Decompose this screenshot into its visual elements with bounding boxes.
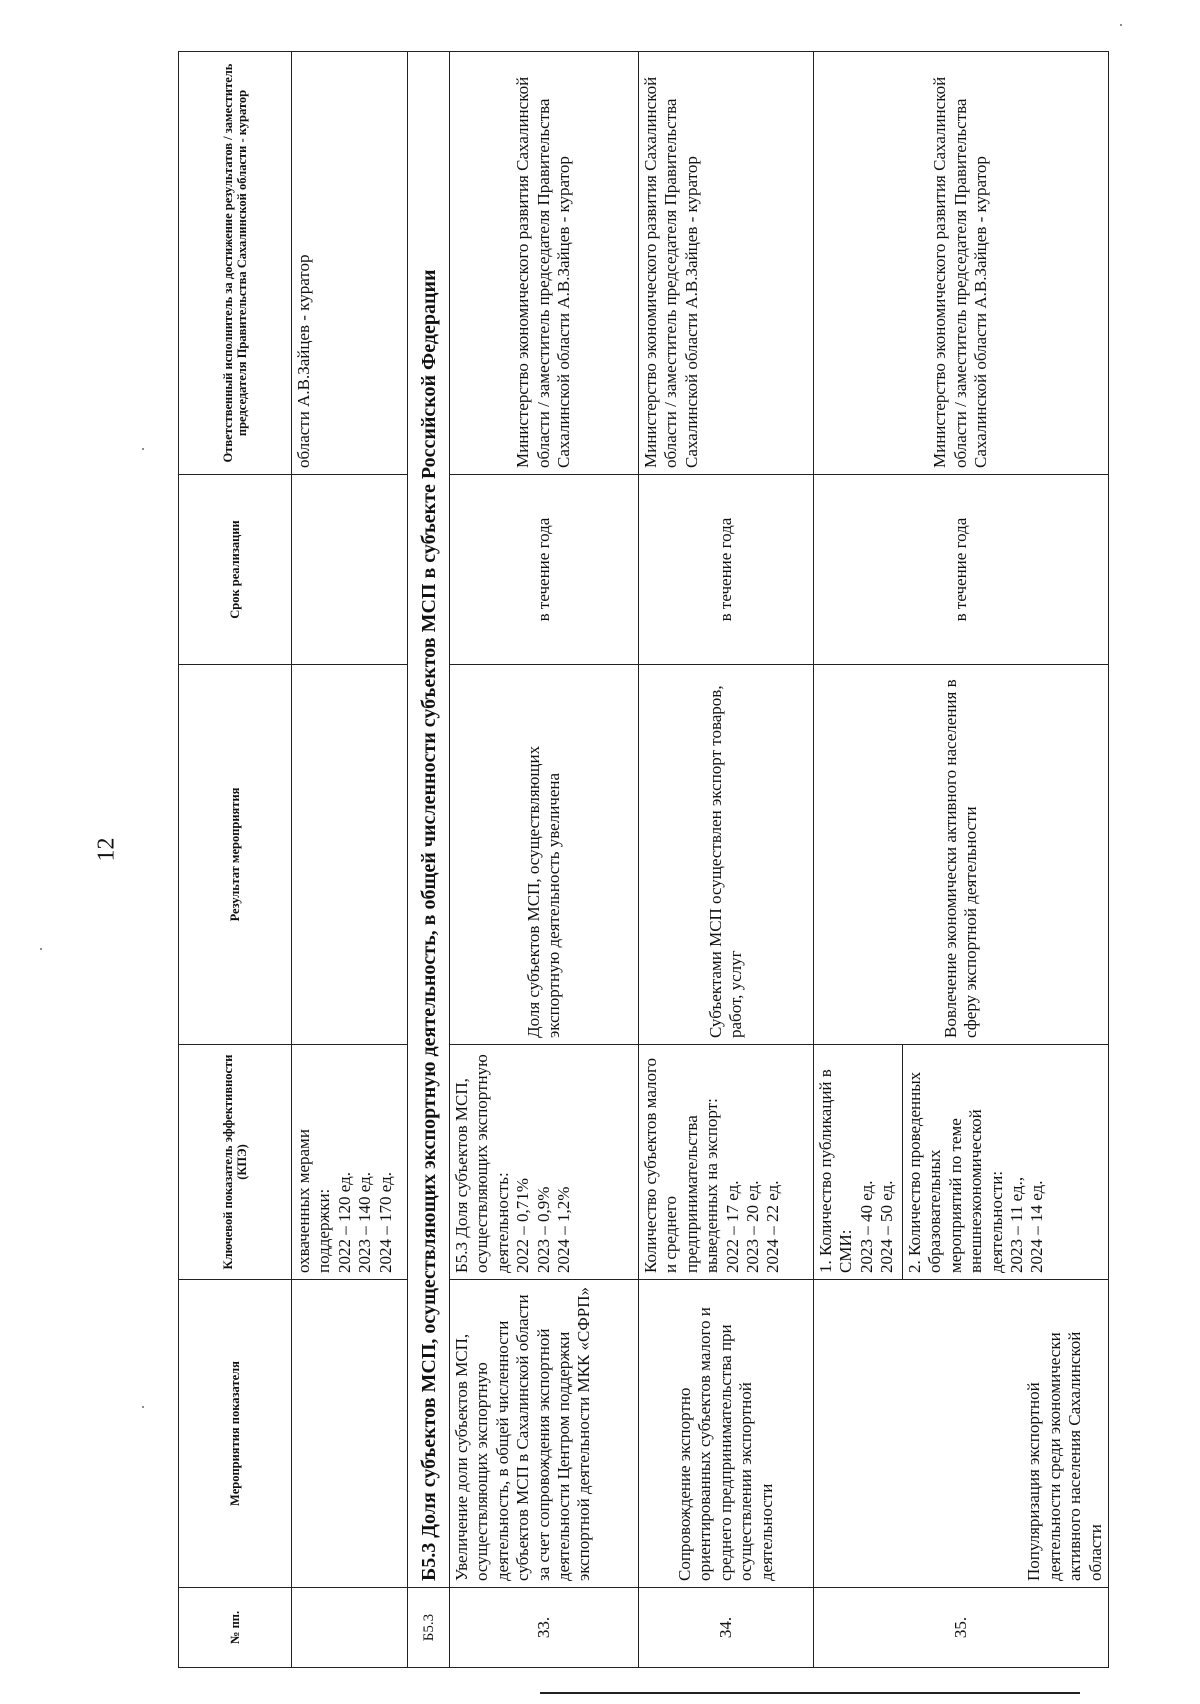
measures-table: [178, 51, 1109, 1668]
row-num: 33.: [450, 1588, 639, 1668]
header-kpi: Ключевой показатель эффективности (КПЭ): [179, 1045, 292, 1280]
row-responsible: Министерство экономического развития Сахалинской области / заместитель председателя Правительства Сахалинской области А.В.Зайцев - куратор: [639, 52, 814, 475]
row-kpi-a: 1. Количество публикаций в СМИ: 2023 – 40 ед. 2024 – 50 ед.: [814, 1045, 903, 1280]
header-num: № пп.: [179, 1588, 292, 1668]
cell-kpi: охваченных мерами поддержки: 2022 – 120 ед. 2023 – 140 ед. 2024 – 170 ед.: [292, 1045, 408, 1280]
scan-dot: [1120, 24, 1122, 26]
cell-event: [292, 1280, 408, 1588]
section-num: Б5.3: [408, 1588, 450, 1668]
page-number: 12: [93, 837, 120, 862]
row-term: в течение года: [639, 475, 814, 665]
row-kpi: Количество субъектов малого и среднего предпринимательства выведенных на экспорт: 2022 – 17 ед. 2023 – 20 ед. 2024 – 22 ед.: [639, 1045, 814, 1280]
scan-dot: [40, 948, 42, 950]
cell-responsible: области А.В.Зайцев - куратор: [292, 52, 408, 475]
section-title: Б5.3 Доля субъектов МСП, осуществляющих экспортную деятельность, в общей численности субъектов МСП в субъекте Российской Федерации: [408, 52, 450, 1588]
row-responsible: Министерство экономического развития Сахалинской области / заместитель председателя Правительства Сахалинской области А.В.Зайцев - куратор: [814, 52, 1109, 475]
table-row-continued: [292, 52, 408, 1668]
row-responsible: Министерство экономического развития Сахалинской области / заместитель председателя Правительства Сахалинской области А.В.Зайцев - куратор: [450, 52, 639, 475]
row-event: Увеличение доли субъектов МСП, осуществляющих экспортную деятельность, в общей численности субъектов МСП в Сахалинской области за счет сопровождения экспортной деятельности Центром поддержки экспортной деятельности МКК «СФРП»: [450, 1280, 639, 1588]
document-table-area: [178, 52, 1108, 1668]
row-result: Доля субъектов МСП, осуществляющих экспортную деятельность увеличена: [450, 665, 639, 1045]
row-num: 34.: [639, 1588, 814, 1668]
row-result: Вовлечение экономически активного населения в сферу экспортной деятельности: [814, 665, 1109, 1045]
cell-num: [292, 1588, 408, 1668]
rotated-table-wrapper: [178, 52, 1108, 1668]
scan-dot: [142, 448, 144, 450]
row-kpi: Б5.3 Доля субъектов МСП, осуществляющих экспортную деятельность: 2022 – 0,71% 2023 – 0,9% 2024 – 1,2%: [450, 1045, 639, 1280]
table-row: [639, 52, 814, 1668]
bottom-rule: [540, 1692, 1080, 1694]
row-kpi-b: 2. Количество проведенных образовательных мероприятий по теме внешнеэкономической деятельности: 2023 – 11 ед., 2024 – 14 ед.: [903, 1045, 1109, 1280]
row-term: в течение года: [450, 475, 639, 665]
row-event: Сопровождение экспортно ориентированных субъектов малого и среднего предпринимательства при осуществлении экспортной деятельности: [639, 1280, 814, 1588]
row-num: 35.: [814, 1588, 1109, 1668]
scan-dot: [142, 1406, 144, 1408]
cell-result: [292, 665, 408, 1045]
header-responsible: Ответственный исполнитель за достижение результатов / заместитель председателя Правительства Сахалинской области - куратор: [179, 52, 292, 475]
row-result: Субъектами МСП осуществлен экспорт товаров, работ, услуг: [639, 665, 814, 1045]
row-term: в течение года: [814, 475, 1109, 665]
table-row: [814, 52, 903, 1668]
header-event: Мероприятия показателя: [179, 1280, 292, 1588]
cell-term: [292, 475, 408, 665]
header-result: Результат мероприятия: [179, 665, 292, 1045]
row-event: Популяризация экспортной деятельности среди экономически активного населения Сахалинской области: [814, 1280, 1109, 1588]
table-row: [450, 52, 639, 1668]
header-row: [179, 52, 292, 1668]
section-row: [408, 52, 450, 1668]
header-term: Срок реализации: [179, 475, 292, 665]
